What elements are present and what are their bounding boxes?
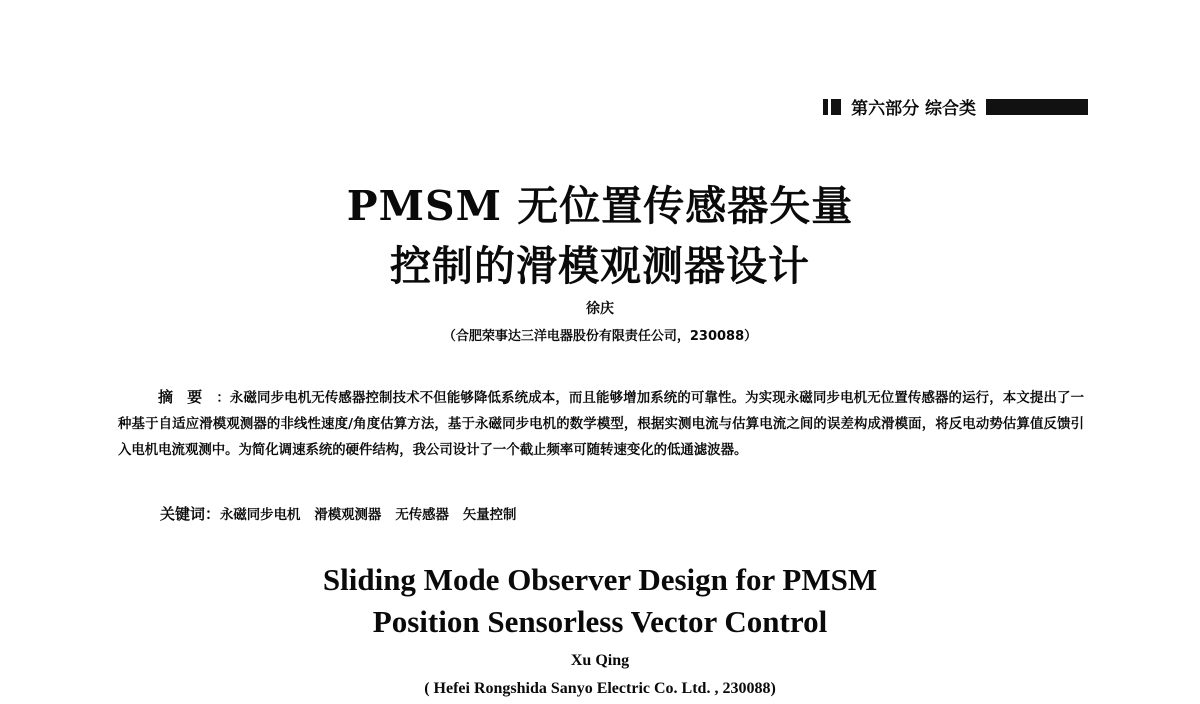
- keyword: 矢量控制: [462, 508, 517, 523]
- abstract-text: ：永磁同步电机无传感器控制技术不但能够降低系统成本，而且能够增加系统的可靠性。为实现永磁同步电机无位置传感器的运行，本文提出了一种基于自适应滑模观测器的非线性速度/角度估算方法，基于永磁同步电机的数学模型，根据实测电流与估算电流之间的误差构成滑模面，将反电动势估算值反馈引入电机电流观测中。为简化调速系统的硬件结构，我公司设计了一个截止频率可随转速变化的低通滤波器。: [118, 391, 1084, 458]
- title-cn-line2: 控制的滑模观测器设计: [390, 242, 810, 290]
- keyword: 滑模观测器: [314, 508, 382, 523]
- title-en-line1: Sliding Mode Observer Design for PMSM: [322, 562, 878, 597]
- author-en: Xu Qing: [570, 652, 630, 669]
- abstract: [118, 384, 1084, 464]
- keyword: 无传感器: [395, 508, 449, 523]
- affiliation-cn: （合肥荣事达三洋电器股份有限责任公司，230088）: [442, 329, 758, 344]
- section-label: 第六部分 综合类: [851, 99, 976, 119]
- header-bar: [986, 99, 1088, 115]
- title-cn-line1: PMSM 无位置传感器矢量: [346, 182, 854, 230]
- header-marks: [823, 99, 841, 115]
- section-header: [823, 94, 1088, 119]
- keyword: 永磁同步电机: [220, 508, 301, 523]
- affiliation-en: ( Hefei Rongshida Sanyo Electric Co. Ltd. , 230088): [424, 680, 776, 697]
- author-cn: 徐庆: [586, 301, 614, 317]
- abstract-label: 摘要: [158, 388, 217, 406]
- title-en-line2: Position Sensorless Vector Control: [372, 604, 828, 639]
- keywords: [160, 503, 530, 524]
- keywords-label: 关键词：: [160, 505, 221, 523]
